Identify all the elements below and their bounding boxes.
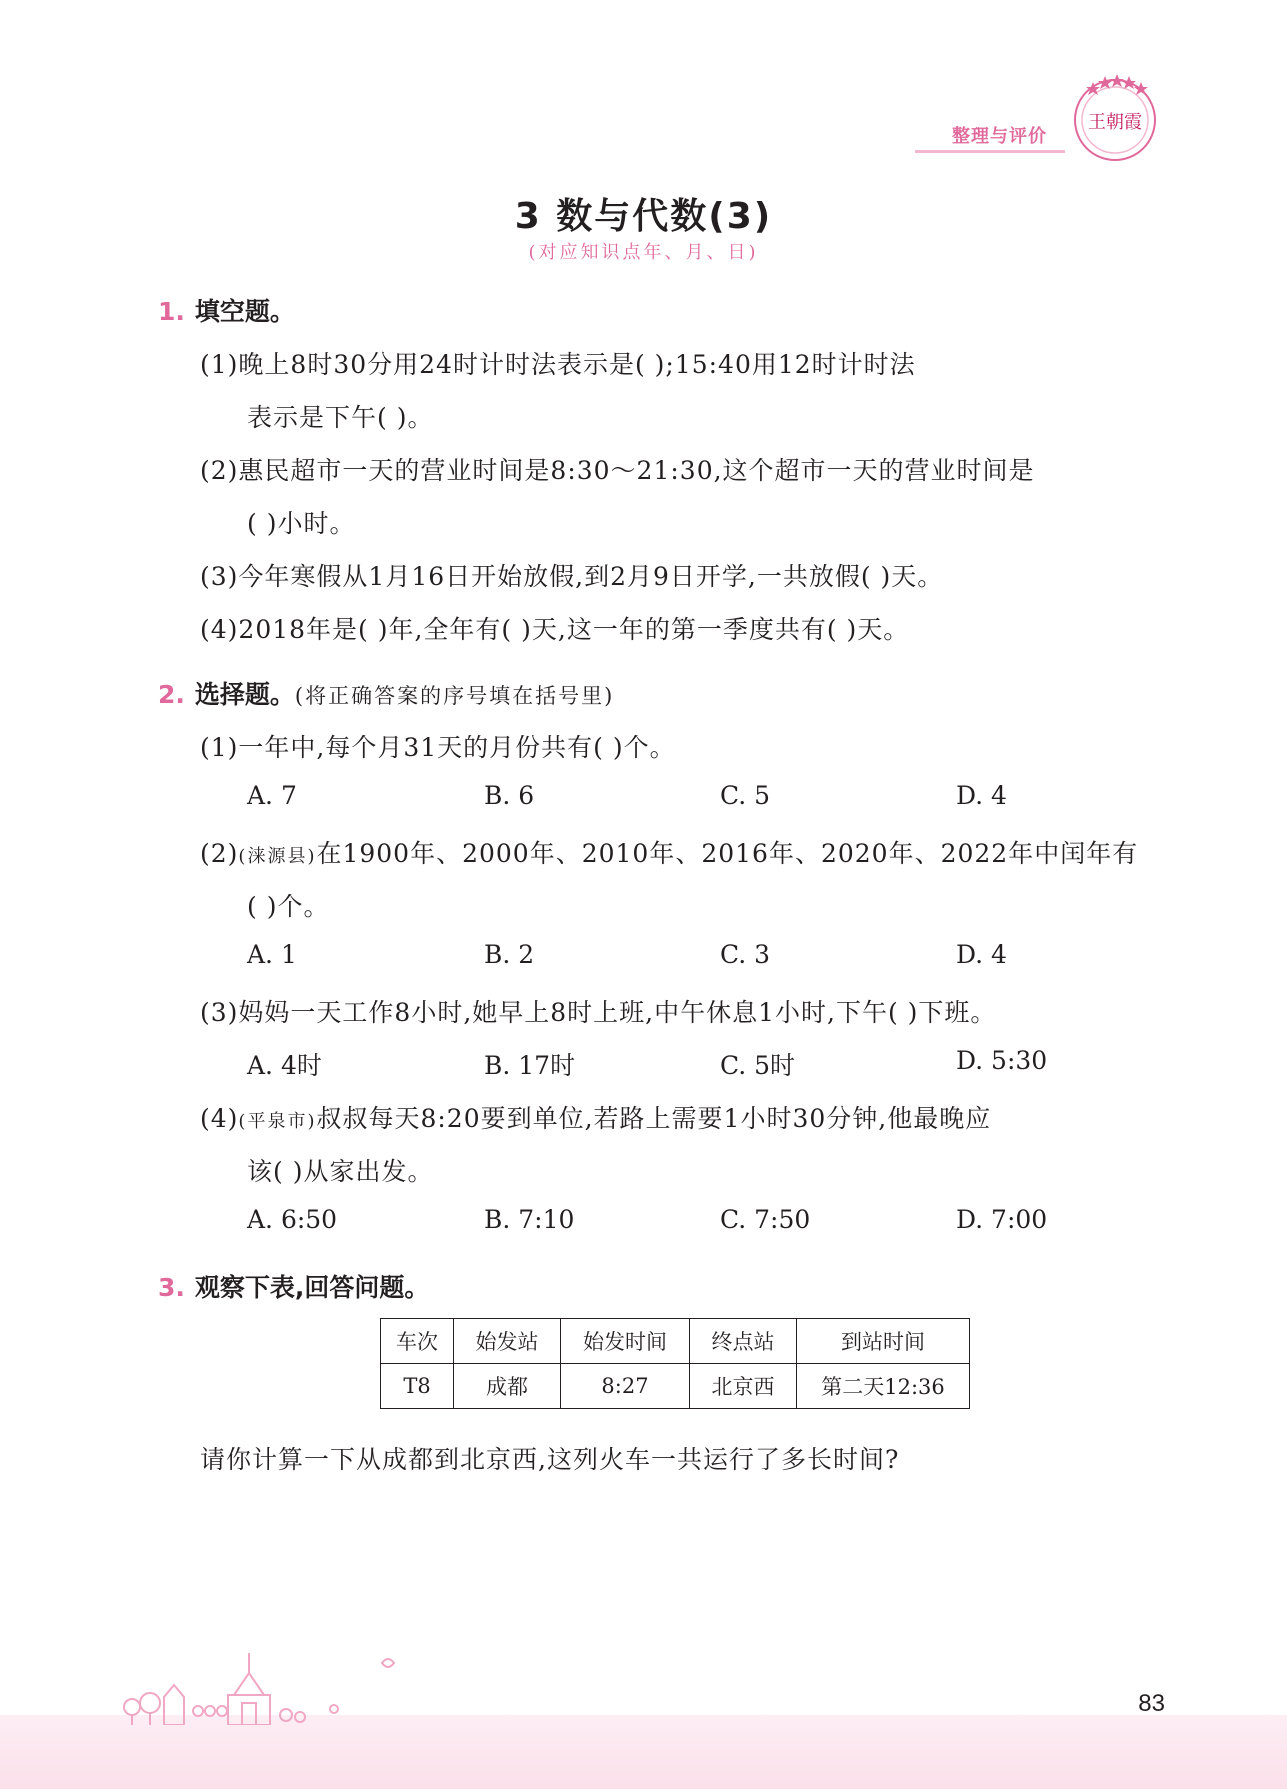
q3-number: 3. (158, 1273, 185, 1302)
q1-label: 填空题。 (194, 297, 295, 326)
table-header-cell: 始发时间 (561, 1319, 690, 1364)
q3-heading (158, 1268, 429, 1304)
q2-item1-line1: (1)一年中,每个月31天的月份共有( )个。 (200, 733, 676, 762)
table-cell: 8:27 (561, 1364, 690, 1409)
q2-item1-option-b: B. 6 (484, 781, 535, 810)
q2-note: (将正确答案的序号填在括号里) (294, 684, 615, 708)
q2-item4-prefix: (4) (200, 1104, 239, 1133)
q2-item1-option-d: D. 4 (956, 781, 1007, 810)
q2-item1-option-c: C. 5 (720, 781, 771, 810)
q2-item4-option-b: B. 7:10 (484, 1205, 575, 1234)
q2-item2-option-a: A. 1 (247, 940, 297, 969)
q1-item1-line2: 表示是下午( )。 (247, 403, 434, 432)
table-cell: 第二天12:36 (797, 1364, 970, 1409)
logo-text: 王朝霞 (1088, 112, 1142, 133)
q1-item1-line1: (1)晚上8时30分用24时计时法表示是( );15:40用12时计时法 (200, 350, 916, 379)
q2-item2-line1 (200, 834, 1138, 870)
q2-item4-option-a: A. 6:50 (247, 1205, 338, 1234)
q2-item3-option-a: A. 4时 (247, 1051, 322, 1080)
table-header-cell: 到站时间 (797, 1319, 970, 1364)
table-header-cell: 车次 (381, 1319, 454, 1364)
table-cell: 成都 (454, 1364, 561, 1409)
q1-item2-line2: ( )小时。 (247, 509, 356, 538)
q2-item4-line1 (200, 1099, 991, 1135)
q2-item3-option-c: C. 5时 (720, 1051, 796, 1080)
section-tag-label: 整理与评价 (952, 126, 1047, 147)
q2-item3-option-b: B. 17时 (484, 1051, 576, 1080)
q2-item2-option-d: D. 4 (956, 940, 1007, 969)
q2-item2-option-c: C. 3 (720, 940, 771, 969)
q3-question: 请你计算一下从成都到北京西,这列火车一共运行了多长时间? (200, 1445, 900, 1474)
castle-decoration-icon (120, 1645, 420, 1725)
q2-number: 2. (158, 680, 185, 709)
table-header-cell: 始发站 (454, 1319, 561, 1364)
q2-item4-tag: (平泉市) (238, 1111, 317, 1132)
page-number: 83 (1138, 1690, 1165, 1717)
page-title: 3 数与代数(3) (514, 196, 773, 237)
q2-item4-option-d: D. 7:00 (956, 1205, 1048, 1234)
page-subtitle: (对应知识点年、月、日) (528, 242, 759, 263)
q2-item4-option-c: C. 7:50 (720, 1205, 811, 1234)
table-header-cell: 终点站 (690, 1319, 797, 1364)
q2-item2-option-b: B. 2 (484, 940, 535, 969)
q1-item4-line1: (4)2018年是( )年,全年有( )天,这一年的第一季度共有( )天。 (200, 615, 910, 644)
brand-logo (1067, 68, 1163, 164)
section-tag (915, 122, 1065, 153)
q1-heading (158, 292, 295, 328)
q1-item3-line1: (3)今年寒假从1月16日开始放假,到2月9日开学,一共放假( )天。 (200, 562, 944, 591)
q2-label: 选择题。 (194, 680, 295, 709)
q2-item2-tag: (涞源县) (238, 846, 317, 867)
q1-item2-line1: (2)惠民超市一天的营业时间是8:30～21:30,这个超市一天的营业时间是 (200, 456, 1035, 485)
q1-number: 1. (158, 297, 185, 326)
q2-item1-option-a: A. 7 (247, 781, 297, 810)
table-cell: 北京西 (690, 1364, 797, 1409)
q3-label: 观察下表,回答问题。 (194, 1273, 430, 1302)
q2-item2-text: 在1900年、2000年、2010年、2016年、2020年、2022年中闰年有 (316, 839, 1139, 868)
q2-item2-prefix: (2) (200, 839, 239, 868)
table-cell: T8 (381, 1364, 454, 1409)
train-schedule-table (380, 1318, 970, 1409)
q2-item4-line2: 该( )从家出发。 (247, 1157, 434, 1186)
table-row (381, 1364, 970, 1409)
q2-item2-line2: ( )个。 (247, 892, 330, 921)
q2-item3-line1: (3)妈妈一天工作8小时,她早上8时上班,中午休息1小时,下午( )下班。 (200, 998, 997, 1027)
footer-band (0, 1715, 1287, 1789)
q2-item4-text: 叔叔每天8:20要到单位,若路上需要1小时30分钟,他最晚应 (316, 1104, 992, 1133)
q2-item3-option-d: D. 5:30 (956, 1046, 1048, 1075)
table-header-row (381, 1319, 970, 1364)
q2-heading (158, 675, 614, 711)
